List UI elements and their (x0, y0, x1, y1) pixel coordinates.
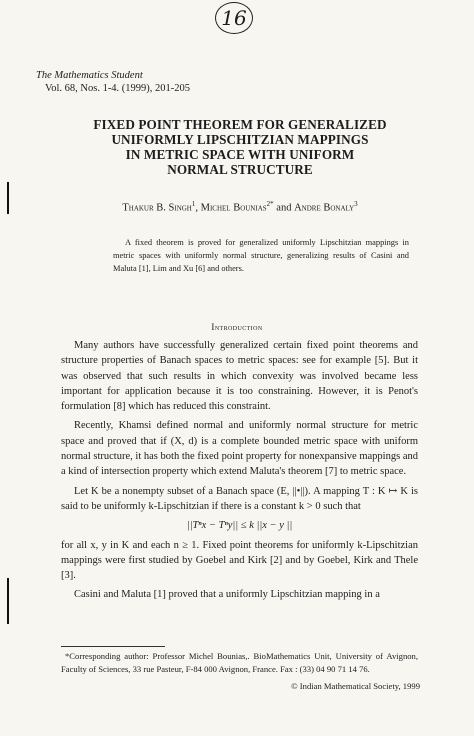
journal-header (36, 69, 190, 95)
author-separator: , (195, 202, 201, 214)
paragraph: Recently, Khamsi defined normal and uniformly normal structure for metric space and proved that if (X, d) is a complete bounded metric space with uniform normal structure, it has both the fixed point property for nonexpansive mappings and a kind of intersection property which extend Maluta's theorem [7] to metric space. (61, 420, 418, 478)
paragraph: Many authors have successfully generalized certain fixed point theorems and structure properties of Banach spaces to metric spaces: see for example [5]. But it was observed that such results in which convexity was involved became less important for application because it is too constraining. However, it is Penot's formulation [8] which has reduced this constraint. (61, 340, 418, 413)
author-affiliation-mark: 1 (191, 200, 196, 208)
title-line: UNIFORMLY LIPSCHITZIAN MAPPINGS (111, 132, 369, 147)
margin-mark-top (7, 182, 9, 214)
author-name: Thakur B. Singh (122, 202, 192, 214)
author-separator: and (273, 202, 295, 214)
journal-volume: Vol. 68, Nos. 1-4. (1999), 201-205 (45, 83, 191, 94)
paragraph: Casini and Maluta [1] proved that a uniformly Lipschitzian mapping in a (74, 589, 380, 601)
author-name: Andre Bonaly (294, 202, 355, 214)
author-affiliation-mark: 3 (354, 200, 358, 208)
copyright-notice: © Indian Mathematical Society, 1999 (291, 681, 420, 691)
title-line: IN METRIC SPACE WITH UNIFORM (125, 147, 355, 162)
paper-title (40, 117, 440, 177)
footnote-rule (61, 646, 165, 647)
handwritten-page-number: 16 (215, 2, 253, 34)
title-line: FIXED POINT THEOREM FOR GENERALIZED (93, 117, 387, 132)
journal-name: The Mathematics Student (36, 70, 143, 81)
footnote: *Corresponding author: Professor Michel Bounias,. BioMathematics Unit, University of Avignon, Faculty of Sciences, 33 rue Pasteur, F-84 000 Avignon, France. Fax : (33) 04 90 71 14 76. (61, 651, 418, 674)
author-affiliation-mark: 2* (266, 200, 274, 208)
display-formula: ||Tⁿx − Tⁿy|| ≤ k ||x − y || (186, 520, 293, 532)
margin-mark-bottom (7, 578, 9, 624)
author-name: Michel Bounias (200, 202, 267, 214)
abstract: A fixed theorem is proved for generalized uniformly Lipschitzian mappings in metric spaces with uniformly normal structure, generalizing results of Casini and Maluta [1], Lim and Xu [6] and others. (113, 238, 409, 273)
author-list (40, 200, 440, 214)
paragraph: Let K be a nonempty subset of a Banach space (E, ||•||). A mapping T : K ↦ K is said to be uniformly k-Lipschitzian if there is a constant k > 0 such that (61, 485, 418, 512)
title-line: NORMAL STRUCTURE (167, 162, 313, 177)
paragraph: for all x, y in K and each n ≥ 1. Fixed point theorems for uniformly k-Lipschitzian mappings were first studied by Goebel and Kirk [2] and by Goebel, Kirk and Thele [3]. (61, 539, 418, 582)
section-heading: Introduction (211, 322, 263, 332)
body-text (61, 338, 418, 607)
